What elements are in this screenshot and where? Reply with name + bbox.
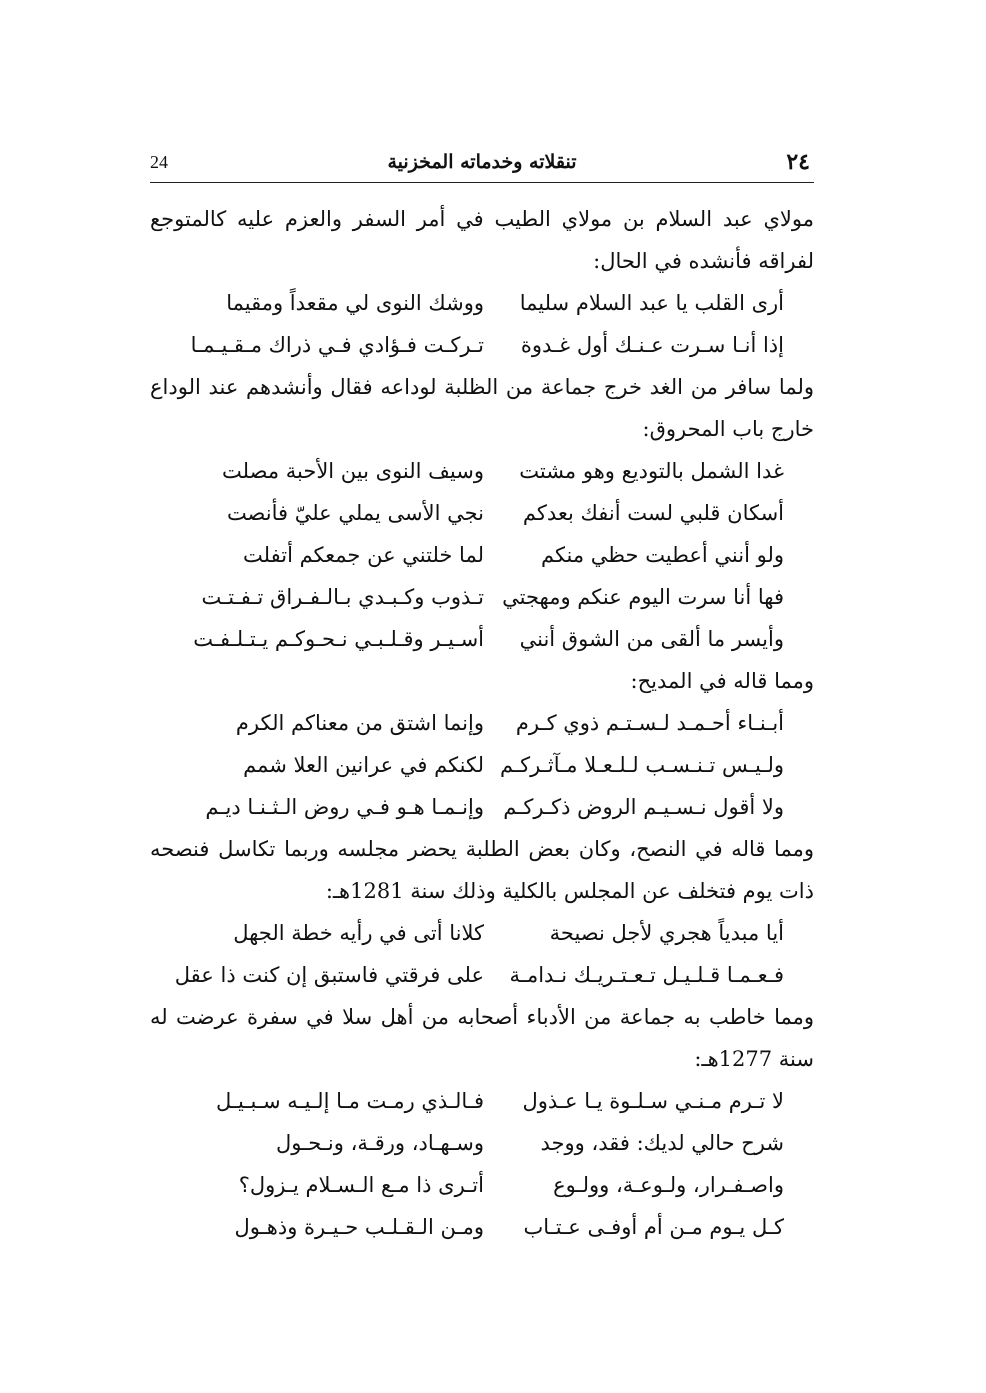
verse-second-hemistich: فـالـذي رمـت مـا إلـيـه سـبـيـل [215,1089,484,1113]
verse-first-hemistich: شرح حالي لديك: فقد، ووجد [540,1131,784,1155]
verse-second-hemistich: أسـيـر وقـلـبـي نـحـوكـم يـتـلـفـت [193,627,484,651]
verse-first-hemistich: فـعـمـا قـلـيـل تـعـتـريـك نـدامـة [509,963,784,987]
verse-line [150,618,814,660]
verse-first-hemistich: غدا الشمل بالتوديع وهو مشتت [519,459,784,483]
verse-first-hemistich: أسكان قلبي لست أنفك بعدكم [522,501,784,525]
verse-first-hemistich: كـل يـوم مـن أم أوفـى عـتـاب [523,1215,784,1239]
paragraph: ومما قاله في النصح، وكان بعض الطلبة يحضر مجلسه وربما تكاسل فنصحه ذات يوم فتخلف عن المجلس بالكلية وذلك سنة 1281هـ: [150,837,814,903]
running-title: تنقلاته وخدماته المخزنية [387,151,577,173]
verse-line [150,912,814,954]
verse-line [150,1206,814,1248]
verse-second-hemistich: وإنـمـا هـو فـي روض الـثـنـا ديـم [205,795,484,819]
paragraph: ومما خاطب به جماعة من الأدباء أصحابه من أهل سلا في سفرة عرضت له سنة 1277هـ: [150,1005,814,1071]
verse-line [150,1080,814,1122]
verse-line [150,702,814,744]
verse-second-hemistich: وإنما اشتق من معناكم الكرم [235,711,484,735]
page-body [150,198,814,1248]
verse-line [150,744,814,786]
verse-line [150,492,814,534]
verse-second-hemistich: لما خلتني عن جمعكم أتفلت [243,543,484,567]
paragraph: مولاي عبد السلام بن مولاي الطيب في أمر السفر والعزم عليه كالمتوجع لفراقه فأنشده في الحال: [150,207,814,273]
verse-line [150,786,814,828]
verse-first-hemistich: أيا مبدياً هجري لأجل نصيحة [549,921,784,945]
verse-second-hemistich: تـذوب وكـبـدي بـالـفـراق تـفـتـت [201,585,484,609]
paragraph: ولما سافر من الغد خرج جماعة من الظلبة لوداعه فقال وأنشدهم عند الوداع خارج باب المحروق: [150,375,814,441]
verse-second-hemistich: ووشك النوى لي مقعداً ومقيما [226,291,484,315]
verse-first-hemistich: ولا أقول نـسـيـم الروض ذكـركـم [503,795,784,819]
verse-first-hemistich: أبـنـاء أحـمـد لـسـتـم ذوي كـرم [515,711,784,735]
verse-first-hemistich: واصـفـرار، ولـوعـة، وولـوع [553,1173,784,1197]
verse-second-hemistich: تـركـت فـؤادي فـي ذراك مـقـيـمـا [190,333,484,357]
page-header [150,148,814,183]
verse-first-hemistich: لا تـرم مـنـي سـلـوة يـا عـذول [522,1089,784,1113]
page-number-arabic: ٢٤ [786,149,810,175]
verse-second-hemistich: لكنكم في عرانين العلا شمم [243,753,484,777]
verse-first-hemistich: إذا أنـا سـرت عـنـك أول غـدوة [520,333,784,357]
verse-first-hemistich: ولـيـس تـنـسـب لـلـعـلا مـآثـركـم [500,753,784,777]
verse-first-hemistich: أرى القلب يا عبد السلام سليما [519,291,784,315]
verse-line [150,324,814,366]
verse-line [150,534,814,576]
verse-first-hemistich: ولو أنني أعطيت حظي منكم [540,543,784,567]
verse-line [150,1164,814,1206]
verse-second-hemistich: كلانا أتى في رأيه خطة الجهل [233,921,484,945]
verse-line [150,576,814,618]
verse-line [150,450,814,492]
page-number-latin: 24 [150,152,168,172]
verse-second-hemistich: نجي الأسى يملي عليّ فأنصت [226,501,484,525]
verse-first-hemistich: وأيسر ما ألقى من الشوق أنني [519,627,784,651]
verse-second-hemistich: على فرقتي فاستبق إن كنت ذا عقل [174,963,484,987]
paragraph: ومما قاله في المديح: [630,669,814,693]
verse-second-hemistich: أتـرى ذا مـع الـسـلام يـزول؟ [238,1173,484,1197]
verse-second-hemistich: وسيف النوى بين الأحبة مصلت [222,459,484,483]
verse-line [150,1122,814,1164]
verse-second-hemistich: ومـن الـقـلـب حـيـرة وذهـول [234,1215,484,1239]
verse-line [150,954,814,996]
verse-second-hemistich: وسـهـاد، ورقـة، ونـحـول [275,1131,484,1155]
verse-first-hemistich: فها أنا سرت اليوم عنكم ومهجتي [502,585,784,609]
verse-line [150,282,814,324]
